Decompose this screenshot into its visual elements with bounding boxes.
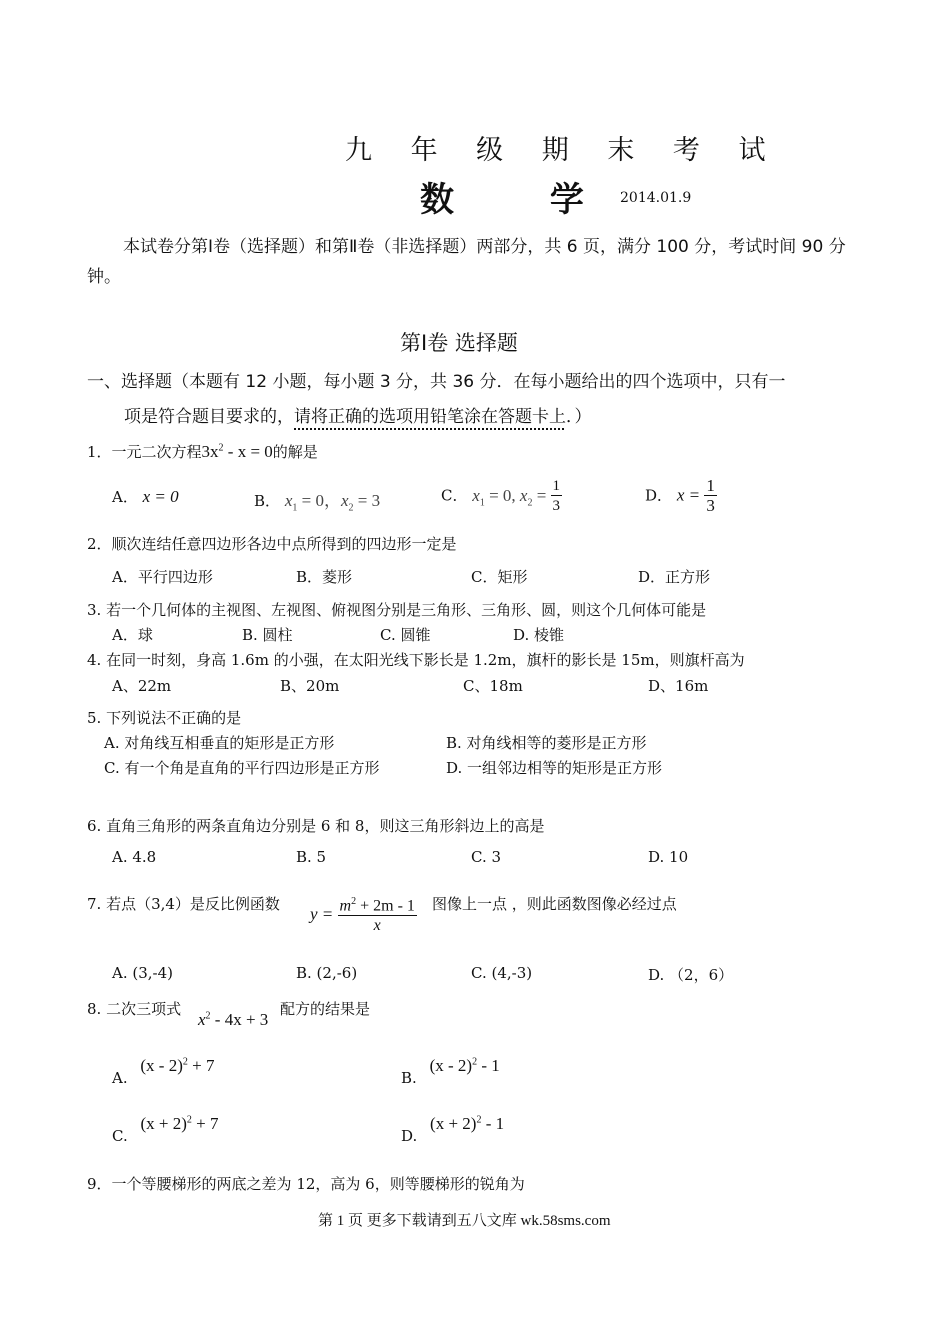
q7-option-a[interactable]: A. (3,-4): [112, 964, 173, 982]
q8-pre: 8. 二次三项式: [87, 1000, 182, 1018]
q6-option-d[interactable]: D. 10: [648, 848, 689, 866]
q8-option-d[interactable]: D. $(x + 2)^2 - 1$: [401, 1114, 505, 1145]
question-1: [87, 441, 318, 462]
q4-option-a[interactable]: A、22m: [112, 677, 172, 695]
question-9: 9．一个等腰梯形的两底之差为 12，高为 6，则等腰梯形的锐角为: [87, 1175, 525, 1193]
q3-option-a[interactable]: A．球: [112, 626, 153, 644]
intro-text: 本试卷分第Ⅰ卷（选择题）和第Ⅱ卷（非选择题）两部分，共 6 页，满分 100 分，考试时间 90 分钟。: [87, 237, 846, 287]
question-3: 3. 若一个几何体的主视图、左视图、俯视图分别是三角形、三角形、圆，则这个几何体可能是: [87, 601, 707, 619]
q2-option-c[interactable]: C．矩形: [471, 568, 528, 586]
q3-option-b[interactable]: B. 圆柱: [242, 626, 293, 644]
exam-date: 2014.01.9: [620, 190, 692, 206]
q3-option-d[interactable]: D. 棱锥: [513, 626, 565, 644]
section-line2-emphasis: 请将正确的选项用铅笔涂在答题卡上: [294, 407, 566, 427]
q6-option-a[interactable]: A. 4.8: [112, 848, 157, 866]
q1-pre: 1．一元二次方程: [87, 443, 202, 461]
q3-option-c[interactable]: C. 圆锥: [380, 626, 431, 644]
q6-option-b[interactable]: B. 5: [296, 848, 327, 866]
q5-option-d[interactable]: D. 一组邻边相等的矩形是正方形: [446, 759, 663, 777]
q7-function: y = $\frac{m^2 + 2m - 1}{x}$: [310, 893, 417, 936]
q2-option-a[interactable]: A．平行四边形: [112, 568, 213, 586]
q8-option-b[interactable]: B. (x - 2)$^2$ - 1: [401, 1056, 500, 1087]
subject-title: 数 学: [420, 180, 626, 220]
q2-option-d[interactable]: D．正方形: [638, 568, 711, 586]
q1-d-fraction: $\frac{1}{3}$: [706, 476, 715, 515]
part-title: 第Ⅰ卷 选择题: [400, 331, 518, 355]
q4-option-b[interactable]: B、20m: [280, 677, 340, 695]
q1-c-fraction: $\frac{1}{3}$: [552, 478, 561, 514]
section-heading-line2: [124, 402, 592, 427]
q8-post: 配方的结果是: [280, 1000, 371, 1018]
question-7: [87, 893, 280, 914]
q6-option-c[interactable]: C. 3: [471, 848, 502, 866]
q5-option-b[interactable]: B. 对角线相等的菱形是正方形: [446, 734, 647, 752]
question-8: [87, 998, 181, 1019]
section-line2-c: ．）: [566, 407, 592, 427]
section-line2-a: 项是符合题目要求的，: [124, 407, 294, 427]
question-2: 2．顺次连结任意四边形各边中点所得到的四边形一定是: [87, 535, 457, 553]
q7-pre: 7. 若点（3,4）是反比例函数: [87, 895, 280, 913]
q2-option-b[interactable]: B．菱形: [296, 568, 353, 586]
question-4: 4. 在同一时刻，身高 1.6m 的小强，在太阳光线下影长是 1.2m，旗杆的影长是 15m，则旗杆高为: [87, 651, 745, 669]
q5-option-c[interactable]: C. 有一个角是直角的平行四边形是正方形: [104, 759, 380, 777]
q1-equation: $3x^2 - x = 0$: [201, 442, 273, 461]
intro-paragraph: [87, 232, 867, 292]
q8-option-c[interactable]: C. $(x + 2)^2 + 7$: [112, 1114, 219, 1145]
q1-post: 的解是: [272, 443, 318, 461]
exam-title: 九 年 级 期 末 考 试: [345, 135, 781, 166]
section-heading-line1: 一、选择题（本题有 12 小题，每小题 3 分，共 36 分．在每小题给出的四个选项中，只有一: [87, 372, 786, 392]
q8-expression: $x^2 - 4x + 3$: [198, 1010, 269, 1029]
q4-option-c[interactable]: C、18m: [463, 677, 523, 695]
question-5: 5. 下列说法不正确的是: [87, 709, 242, 727]
q8-option-a[interactable]: A. (x - 2)$^2$ + 7: [112, 1056, 215, 1087]
q7-option-d[interactable]: D. （2，6）: [648, 966, 734, 984]
q1-option-d[interactable]: D． x = $\frac{1}{3}$: [645, 476, 715, 515]
q7-post: 图像上一点 ，则此函数图像必经过点: [432, 895, 677, 913]
q5-option-a[interactable]: A. 对角线互相垂直的矩形是正方形: [104, 734, 335, 752]
q1-option-c[interactable]: C． $x_1 = 0$, $x_2$ = $\frac{1}{3}$: [441, 478, 561, 514]
q1-option-a[interactable]: A． x = 0: [112, 487, 179, 506]
q7-option-c[interactable]: C. (4,-3): [471, 964, 533, 982]
q1-option-b[interactable]: B． $x_1 = 0$，$x_2 = 3$: [254, 491, 381, 514]
q7-option-b[interactable]: B. (2,-6): [296, 964, 358, 982]
page-footer: 第 1 页 更多下载请到五八文库 wk.58sms.com: [318, 1213, 611, 1229]
question-6: 6. 直角三角形的两条直角边分别是 6 和 8，则这三角形斜边上的高是: [87, 817, 545, 835]
q4-option-d[interactable]: D、16m: [648, 677, 709, 695]
